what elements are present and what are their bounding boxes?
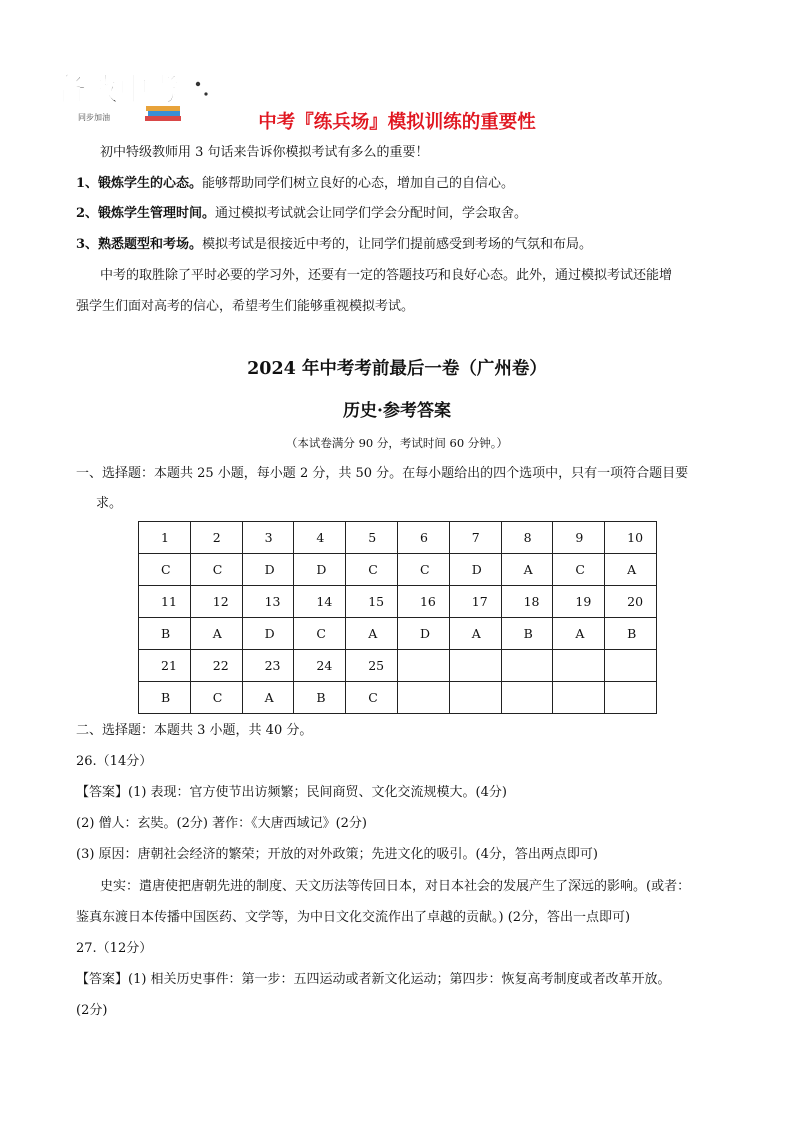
intro-point-body: 通过模拟考试就会让同学们学会分配时间，学会取舍。 (215, 206, 528, 221)
answer-cell: C (190, 682, 242, 714)
answer-cell: 5 (346, 522, 398, 554)
section2-heading: 二、选择题：本题共 3 小题，共 40 分。 (76, 723, 313, 738)
answer-number-row (139, 522, 657, 554)
answer-cell: 14 (294, 586, 346, 618)
answer-cell (605, 682, 657, 714)
q26-answer-4-line2: 鉴真东渡日本传播中国医药、文学等，为中日文化交流作出了卓越的贡献。) (2分，答出一点即可) (76, 910, 631, 925)
answer-letter-row (139, 554, 657, 586)
answer-cell: D (397, 618, 449, 650)
q26-answer-3: (3) 原因：唐朝社会经济的繁荣；开放的对外政策；先进文化的吸引。(4分，答出两点即可) (76, 847, 598, 862)
intro-closing-line1: 中考的取胜除了平时必要的学习外，还要有一定的答题技巧和良好心态。此外，通过模拟考试还能增 (100, 268, 673, 283)
answer-cell: 22 (190, 650, 242, 682)
answer-cell: 9 (553, 522, 605, 554)
intro-point-2 (76, 204, 728, 224)
answer-cell: C (294, 618, 346, 650)
answer-cell: A (346, 618, 398, 650)
answer-cell: 19 (553, 586, 605, 618)
q26-answer-1: 【答案】(1) 表现：官方使节出访频繁；民间商贸、文化交流规模大。(4分) (76, 785, 507, 800)
logo-subtext: 同步加油 (78, 113, 110, 122)
decor-dot (196, 82, 200, 86)
answer-cell: C (139, 554, 191, 586)
answer-cell (397, 682, 449, 714)
answer-cell: 10 (605, 522, 657, 554)
answer-cell (449, 650, 501, 682)
answer-letter-row (139, 618, 657, 650)
answer-cell: D (242, 554, 294, 586)
answer-cell: C (553, 554, 605, 586)
answer-cell: D (294, 554, 346, 586)
q27-answer-1-line2: (2分) (76, 1003, 108, 1018)
q26-label: 26.（14分） (76, 754, 153, 769)
q27-answer-1-line1: 【答案】(1) 相关历史事件：第一步：五四运动或者新文化运动；第四步：恢复高考制度或者改革开放。 (76, 972, 671, 987)
intro-closing-line2: 强学生们面对高考的信心，希望考生们能够重视模拟考试。 (76, 299, 415, 314)
document-title: 2024 年中考考前最后一卷（广州卷） (247, 359, 547, 379)
intro-point-head: 2、锻炼学生管理时间。 (76, 206, 216, 221)
answer-cell: B (139, 618, 191, 650)
answer-number-row (139, 586, 657, 618)
answer-cell: B (501, 618, 553, 650)
answer-cell: 15 (346, 586, 398, 618)
q26-answer-4-line1: 史实：遣唐使把唐朝先进的制度、天文历法等传回日本，对日本社会的发展产生了深远的影响。(或者： (100, 879, 691, 894)
logo-text: 备战中考 (56, 72, 180, 108)
document-note: （本试卷满分 90 分，考试时间 60 分钟。） (285, 436, 509, 450)
intro-point-body: 能够帮助同学们树立良好的心态，增加自己的自信心。 (202, 176, 515, 191)
q27-label: 27.（12分） (76, 941, 153, 956)
answer-cell: 23 (242, 650, 294, 682)
intro-point-3 (76, 235, 728, 255)
answer-cell (501, 650, 553, 682)
answer-cell: B (605, 618, 657, 650)
section1-heading-cont: 求。 (96, 496, 123, 511)
answer-cell: 20 (605, 586, 657, 618)
answer-cell: 25 (346, 650, 398, 682)
intro-point-head: 1、锻炼学生的心态。 (76, 176, 203, 191)
answer-cell: 1 (139, 522, 191, 554)
answer-cell: B (294, 682, 346, 714)
answer-cell (397, 650, 449, 682)
answer-cell: 18 (501, 586, 553, 618)
answer-cell: 2 (190, 522, 242, 554)
intro-point-1 (76, 174, 728, 194)
answer-cell: 12 (190, 586, 242, 618)
answer-cell: D (242, 618, 294, 650)
banner-title: 中考『练兵场』模拟训练的重要性 (258, 112, 536, 133)
answer-cell: 21 (139, 650, 191, 682)
answer-cell: A (449, 618, 501, 650)
q26-answer-2: (2) 僧人：玄奘。(2分) 著作：《大唐西域记》(2分) (76, 816, 368, 831)
answer-cell (553, 682, 605, 714)
intro-point-head: 3、熟悉题型和考场。 (76, 237, 203, 252)
answer-cell: 4 (294, 522, 346, 554)
answer-cell: 17 (449, 586, 501, 618)
answer-cell: 6 (397, 522, 449, 554)
answer-cell: C (346, 554, 398, 586)
document-subtitle: 历史·参考答案 (343, 401, 451, 421)
answer-table (138, 521, 657, 714)
decor-dot (204, 92, 207, 95)
answer-cell (605, 650, 657, 682)
answer-cell: C (346, 682, 398, 714)
answer-cell: 8 (501, 522, 553, 554)
answer-cell: 11 (139, 586, 191, 618)
answer-cell: A (501, 554, 553, 586)
section1-heading: 一、选择题：本题共 25 小题，每小题 2 分，共 50 分。在每小题给出的四个选项中，只有一项符合题目要 (76, 466, 689, 481)
answer-cell: 16 (397, 586, 449, 618)
answer-number-row (139, 650, 657, 682)
answer-cell: A (242, 682, 294, 714)
answer-cell: 24 (294, 650, 346, 682)
answer-cell: A (190, 618, 242, 650)
answer-cell: 3 (242, 522, 294, 554)
answer-cell (553, 650, 605, 682)
answer-cell (501, 682, 553, 714)
answer-cell: 13 (242, 586, 294, 618)
answer-cell: C (397, 554, 449, 586)
intro-point-body: 模拟考试是很接近中考的，让同学们提前感受到考场的气氛和布局。 (202, 237, 593, 252)
answer-cell: C (190, 554, 242, 586)
answer-cell: B (139, 682, 191, 714)
answer-cell: A (605, 554, 657, 586)
intro-lead: 初中特级教师用 3 句话来告诉你模拟考试有多么的重要！ (100, 145, 429, 160)
answer-cell: D (449, 554, 501, 586)
answer-cell (449, 682, 501, 714)
answer-cell: 7 (449, 522, 501, 554)
answer-cell: A (553, 618, 605, 650)
answer-letter-row (139, 682, 657, 714)
